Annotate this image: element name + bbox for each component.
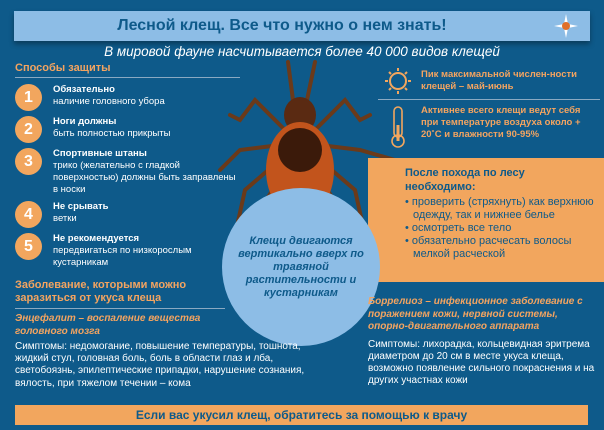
thermometer-icon <box>388 105 408 149</box>
divider <box>15 308 225 309</box>
item-number: 1 <box>15 84 42 111</box>
title-bar <box>14 11 590 41</box>
item-number: 5 <box>15 233 42 260</box>
page-title: Лесной клещ. Все что нужно о нем знать! <box>117 17 447 34</box>
encephalitis-symptoms: Симптомы: недомогание, повышение температуры, тошнота, жидкий стул, головная боль, боль в области глаз и лба, светобоязнь, эпилептические припадки, нарушение сознания, вялость, при тяжелом течении – кома <box>15 341 305 389</box>
protection-item <box>15 201 240 228</box>
item-text: передвигаться по низкорослым кустарникам <box>53 245 192 268</box>
item-text: ветки <box>53 213 77 224</box>
borreliosis-symptoms: Симптомы: лихорадка, кольцевидная эритрема диаметром до 20 см в месте укуса клеща, возможно появление сильного покраснения и на других участнах кожи <box>368 338 595 387</box>
item-text: наличие головного убора <box>53 96 165 107</box>
protection-heading: Способы защиты <box>15 62 111 74</box>
item-title: Ноги должны <box>53 116 117 127</box>
after-walk-item: • осмотреть все тело <box>405 222 512 234</box>
protection-item <box>15 84 240 111</box>
item-title: Не срывать <box>53 201 109 212</box>
encephalitis-section <box>15 279 315 390</box>
sun-icon <box>384 67 412 95</box>
emergency-emblem-icon <box>554 14 578 38</box>
item-number: 2 <box>15 116 42 143</box>
item-number: 4 <box>15 201 42 228</box>
after-walk-item: • проверить (стряхнуть) как верхнюю одежду, так и нижнее белье <box>405 196 594 221</box>
item-text: трико (желательно с гладкой поверхностью) должны быть заправлены в носки <box>53 160 236 195</box>
diseases-heading: Заболевание, которыми можно заразиться от укуса клеща <box>15 279 187 304</box>
encephalitis-title: Энцефалит – воспаление вещества головного мозга <box>15 313 201 337</box>
item-number: 3 <box>15 148 42 175</box>
divider <box>378 99 600 100</box>
after-walk-title: После похода по лесу необходимо: <box>405 167 525 193</box>
item-text: быть полностью прикрыты <box>53 128 171 139</box>
footer-bar <box>15 405 588 425</box>
protection-section <box>15 62 240 274</box>
after-walk-box <box>368 158 604 282</box>
borreliosis-title: Боррелиоз – инфекционное заболевание с поражением кожи, нервной системы, опорно-двигательного аппарата <box>368 296 583 332</box>
after-walk-item: • обязательно расчесать волосы мелкой расческой <box>405 235 572 260</box>
subtitle: В мировой фауне насчитывается более 40 000 видов клещей <box>104 44 500 59</box>
divider <box>15 77 240 78</box>
protection-item <box>15 233 240 269</box>
borreliosis-section <box>368 296 598 387</box>
activity-text: Активнее всего клещи ведут себя при температуре воздуха около + 20˚C и влажности 90-95% <box>421 105 581 140</box>
item-title: Не рекомендуется <box>53 233 140 244</box>
item-title: Спортивные штаны <box>53 148 147 159</box>
circle-text: Клещи двигаются вертикально вверх по травяной растительности и кустарникам <box>238 234 364 299</box>
facts-section <box>378 66 600 149</box>
peak-season-text: Пик максимальной числен-ности клещей – май-июнь <box>421 69 578 92</box>
protection-item <box>15 116 240 143</box>
footer-text: Если вас укусил клещ, обратитесь за помощью к врачу <box>135 408 468 422</box>
item-title: Обязательно <box>53 84 115 95</box>
protection-item <box>15 148 240 196</box>
